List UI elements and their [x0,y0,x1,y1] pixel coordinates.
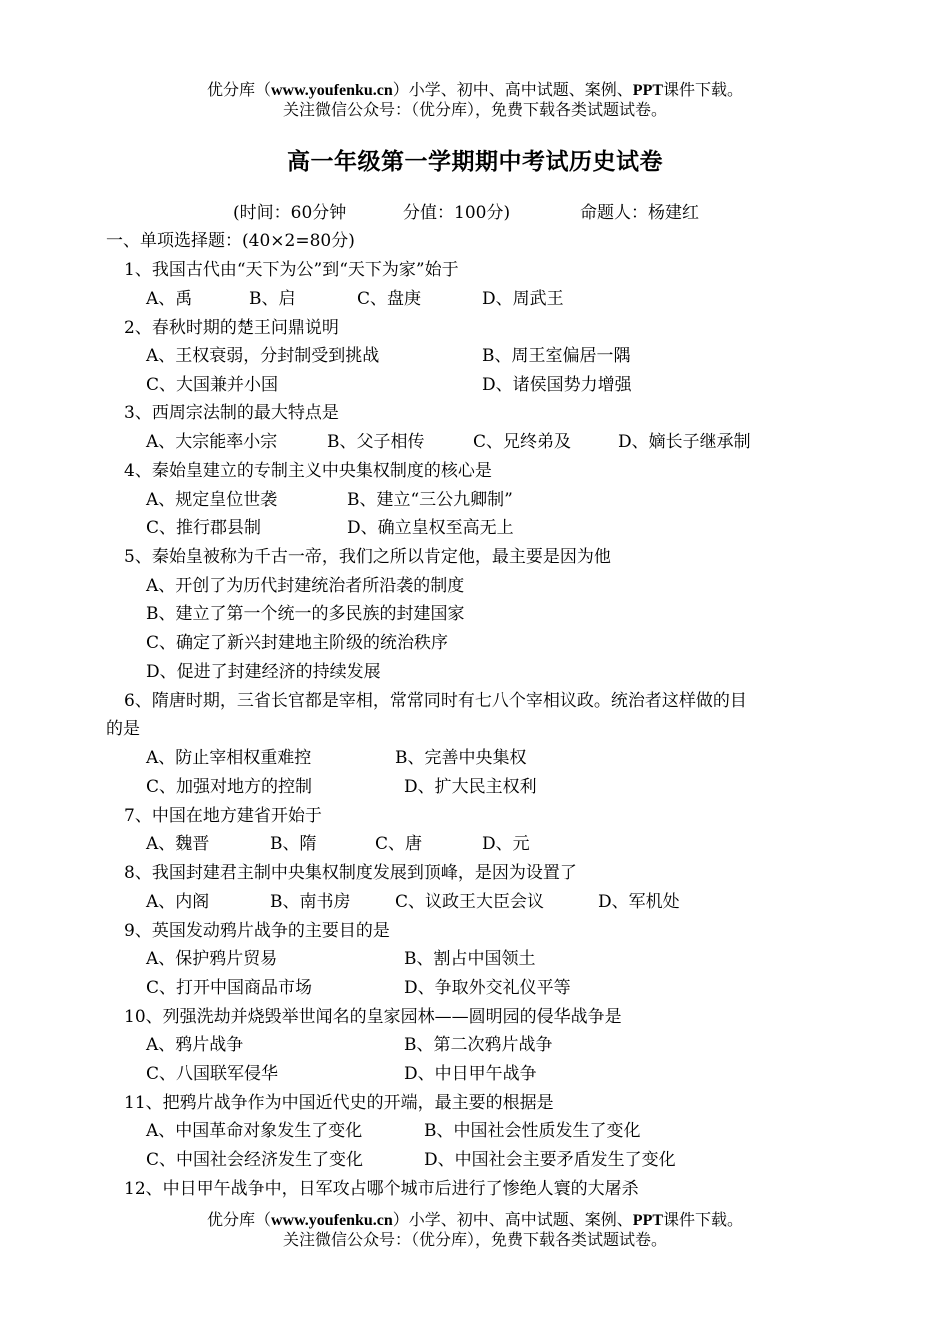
footer-site-line [0,1210,950,1231]
option-c[interactable]: C、兄终弟及 [473,432,572,452]
option-d[interactable]: D、周武王 [482,289,564,309]
option-d[interactable]: D、诸侯国势力增强 [482,375,632,395]
option-d[interactable]: D、确立皇权至高无上 [347,518,514,538]
section-heading: 一、单项选择题：(40×2=80分) [106,231,355,251]
option-d[interactable]: D、中日甲午战争 [404,1064,537,1084]
option-d[interactable]: D、嫡长子继承制 [618,432,751,452]
question-3: 3、西周宗法制的最大特点是 [124,403,339,423]
header-wechat-line: 关注微信公众号：（优分库），免费下载各类试题试卷。 [282,100,667,119]
header-site-tail: 课件下载。 [663,80,744,99]
option-d[interactable]: D、中国社会主要矛盾发生了变化 [424,1150,676,1170]
header-site-suffix: ）小学、初中、高中试题、案例、 [392,80,633,99]
option-b[interactable]: B、建立“三公九卿制” [347,490,513,510]
header-site-url[interactable]: www.youfenku.cn [270,82,393,99]
option-a[interactable]: A、禹 [146,289,193,309]
footer-site-suffix: ）小学、初中、高中试题、案例、 [392,1210,633,1229]
option-a[interactable]: A、中国革命对象发生了变化 [146,1121,363,1141]
question-1: 1、我国古代由“天下为公”到“天下为家”始于 [124,260,459,280]
option-b[interactable]: B、中国社会性质发生了变化 [424,1121,641,1141]
option-d[interactable]: D、军机处 [598,892,680,912]
exam-author: 命题人：杨建红 [580,203,699,223]
option-c[interactable]: C、推行郡县制 [146,518,262,538]
question-8: 8、我国封建君主制中央集权制度发展到顶峰，是因为设置了 [124,863,577,883]
option-c[interactable]: C、议政王大臣会议 [395,892,545,912]
option-c[interactable]: C、中国社会经济发生了变化 [146,1150,364,1170]
header-site-line [0,80,950,101]
question-11: 11、把鸦片战争作为中国近代史的开端，最主要的根据是 [124,1093,554,1113]
option-d[interactable]: D、争取外交礼仪平等 [404,978,571,998]
question-4: 4、秦始皇建立的专制主义中央集权制度的核心是 [124,461,492,481]
option-a[interactable]: A、鸦片战争 [146,1035,244,1055]
question-2: 2、春秋时期的楚王问鼎说明 [124,318,339,338]
option-a[interactable]: A、大宗能率小宗 [146,432,278,452]
option-b[interactable]: B、南书房 [270,892,351,912]
option-c[interactable]: C、八国联军侵华 [146,1064,279,1084]
footer-ppt: PPT [632,1212,664,1229]
option-c[interactable]: C、打开中国商品市场 [146,978,313,998]
question-7: 7、中国在地方建省开始于 [124,806,322,826]
question-10: 10、列强洗劫并烧毁举世闻名的皇家园林——圆明园的侵华战争是 [124,1007,622,1027]
option-b[interactable]: B、周王室偏居一隅 [482,346,631,366]
footer-wechat-line: 关注微信公众号：（优分库），免费下载各类试题试卷。 [282,1230,667,1249]
option-d[interactable]: D、促进了封建经济的持续发展 [146,662,381,682]
footer-site-tail: 课件下载。 [663,1210,744,1229]
exam-title: 高一年级第一学期期中考试历史试卷 [287,148,663,175]
option-b[interactable]: B、隋 [270,834,317,854]
option-c[interactable]: C、确定了新兴封建地主阶级的统治秩序 [146,633,449,653]
option-b[interactable]: B、完善中央集权 [395,748,527,768]
option-d[interactable]: D、元 [482,834,530,854]
option-a[interactable]: A、开创了为历代封建统治者所沿袭的制度 [146,576,465,596]
option-a[interactable]: A、王权衰弱，分封制受到挑战 [146,346,380,366]
option-d[interactable]: D、扩大民主权利 [404,777,537,797]
footer-site-url[interactable]: www.youfenku.cn [270,1212,393,1229]
footer-site-prefix: 优分库（ [206,1210,271,1229]
option-b[interactable]: B、启 [249,289,296,309]
question-12: 12、中日甲午战争中，日军攻占哪个城市后进行了惨绝人寰的大屠杀 [124,1179,639,1199]
option-a[interactable]: A、保护鸦片贸易 [146,949,278,969]
exam-time: (时间：60分钟 [233,203,347,223]
option-b[interactable]: B、父子相传 [327,432,425,452]
option-a[interactable]: A、内阁 [146,892,210,912]
question-9: 9、英国发动鸦片战争的主要目的是 [124,921,390,941]
option-b[interactable]: B、建立了第一个统一的多民族的封建国家 [146,604,465,624]
option-b[interactable]: B、割占中国领土 [404,949,536,969]
option-a[interactable]: A、防止宰相权重难控 [146,748,312,768]
exam-score: 分值：100分) [403,203,511,223]
option-a[interactable]: A、魏晋 [146,834,210,854]
header-site-prefix: 优分库（ [206,80,271,99]
option-c[interactable]: C、大国兼并小国 [146,375,279,395]
question-6: 6、隋唐时期，三省长官都是宰相，常常同时有七八个宰相议政。统治者这样做的目 [124,691,747,711]
question-5: 5、秦始皇被称为千古一帝，我们之所以肯定他，最主要是因为他 [124,547,611,567]
option-a[interactable]: A、规定皇位世袭 [146,490,278,510]
option-c[interactable]: C、加强对地方的控制 [146,777,313,797]
question-6-continued: 的是 [106,719,140,739]
option-c[interactable]: C、唐 [375,834,423,854]
header-ppt: PPT [632,82,664,99]
option-b[interactable]: B、第二次鸦片战争 [404,1035,553,1055]
option-c[interactable]: C、盘庚 [357,289,422,309]
